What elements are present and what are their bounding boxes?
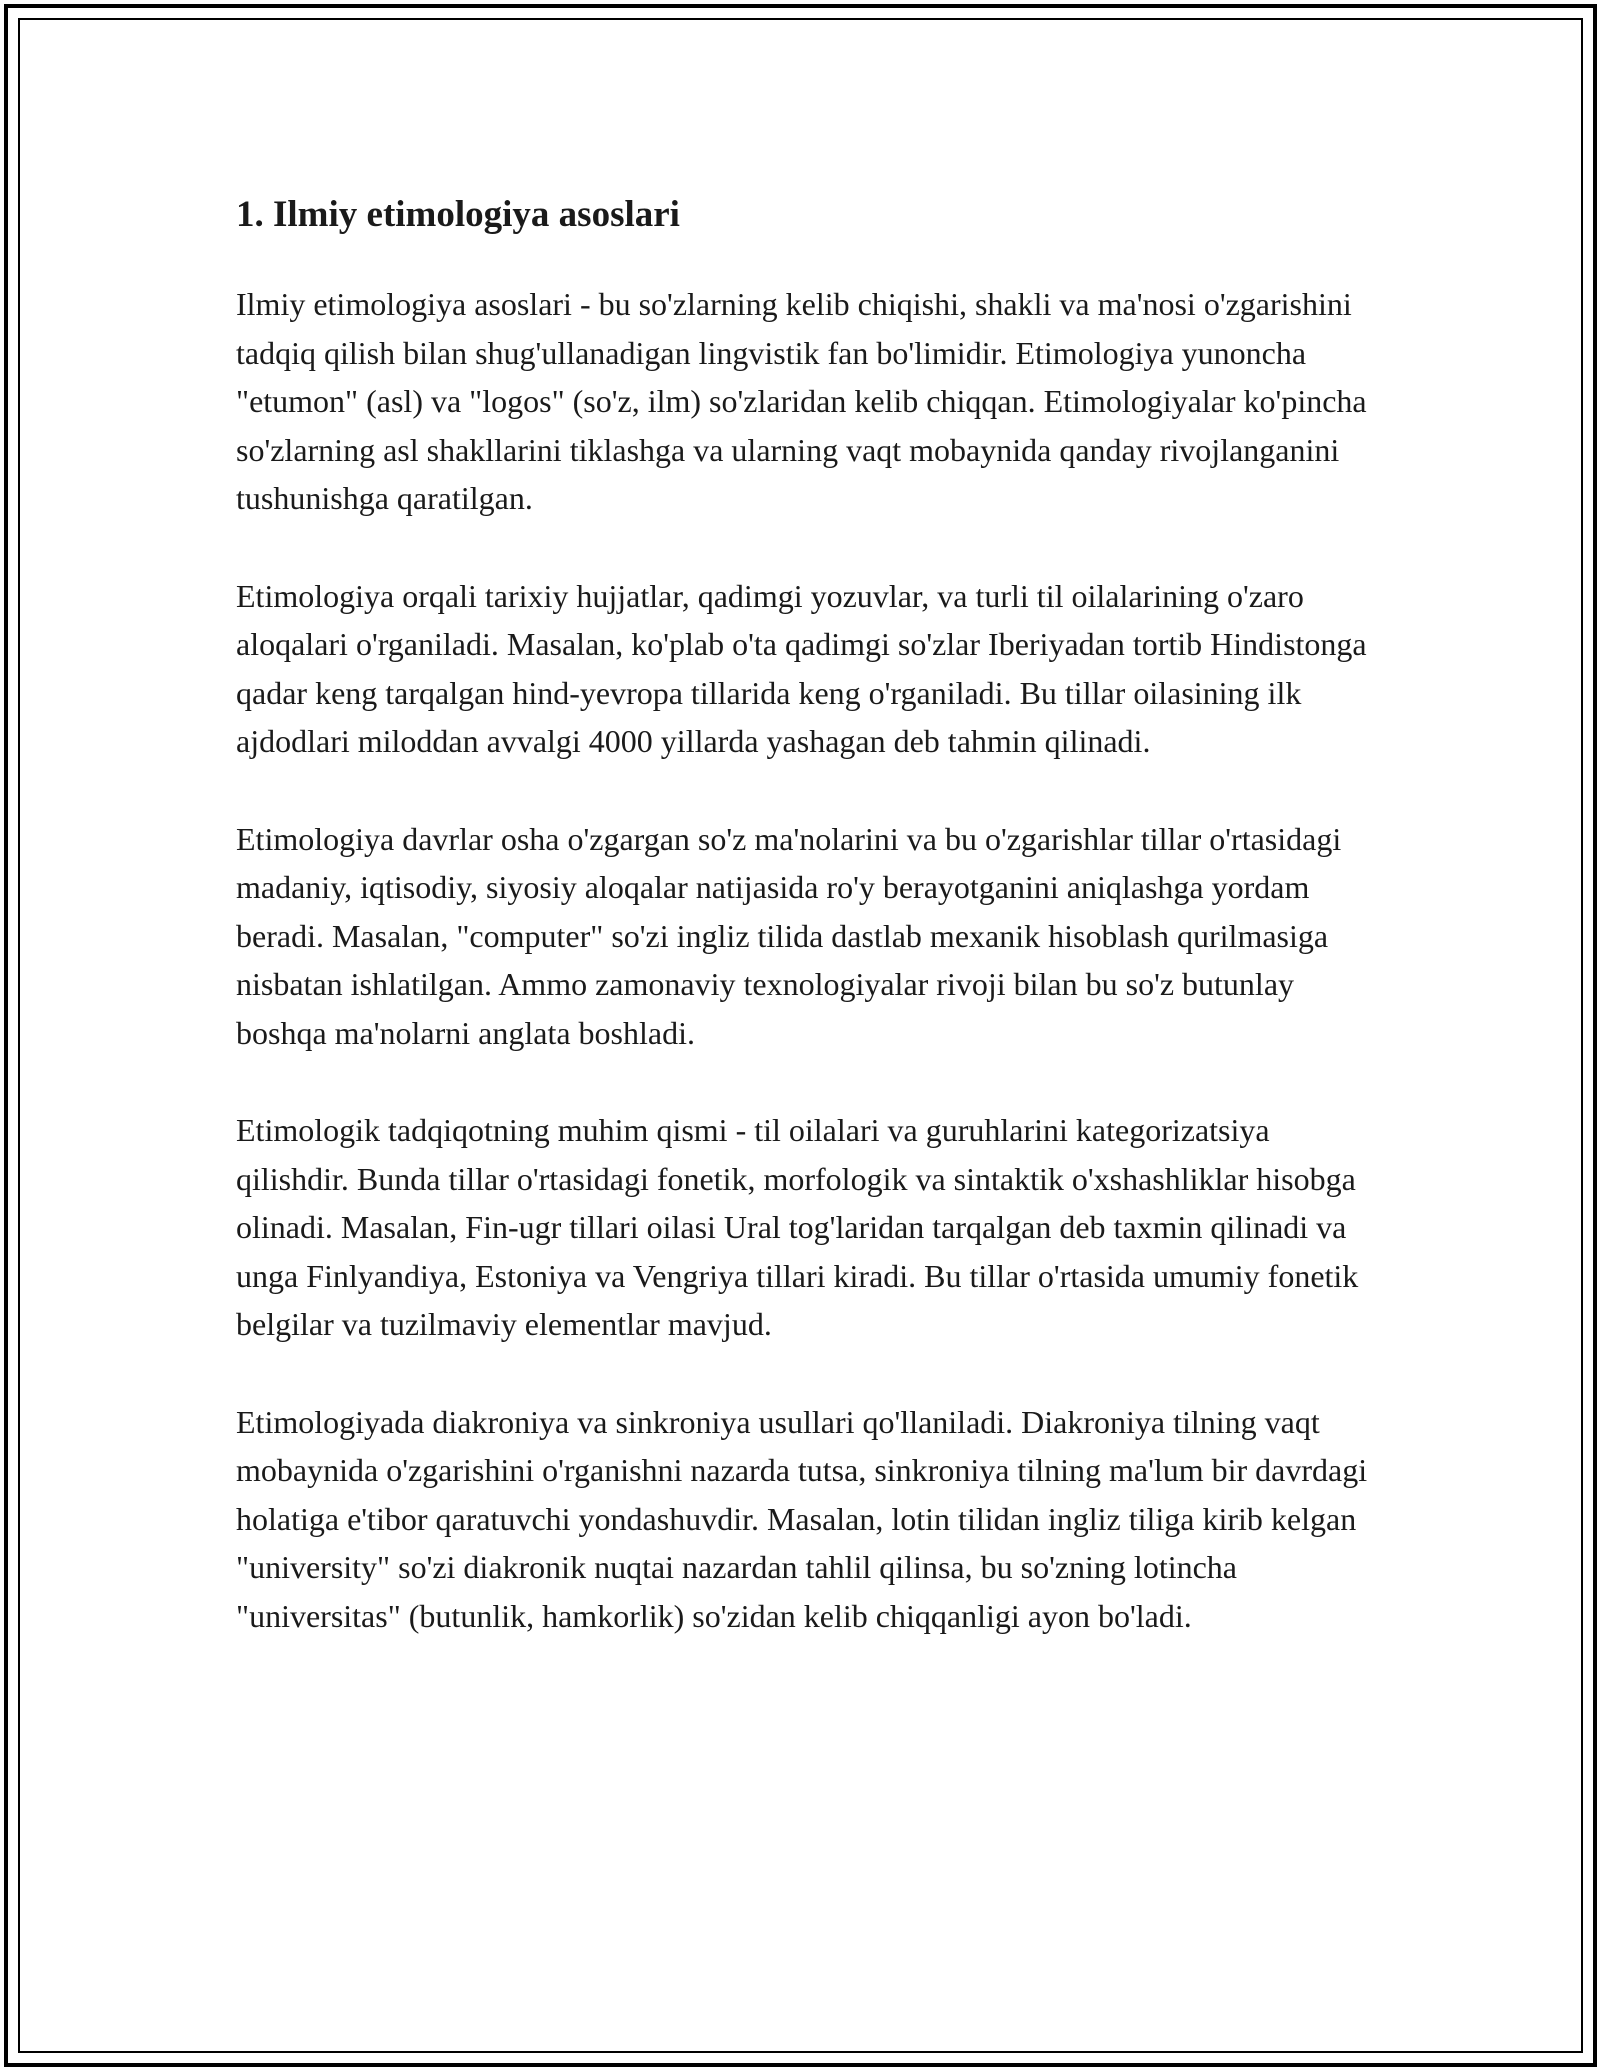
document-body xyxy=(236,188,1386,1689)
section-heading: 1. Ilmiy etimologiya asoslari xyxy=(236,194,680,235)
paragraph-1: Ilmiy etimologiya asoslari - bu so'zlarning kelib chiqishi, shakli va ma'nosi o'zgarishini tadqiq qilish bilan shug'ullanadigan lingvistik fan bo'limidir. Etimologiya yunoncha "etumon" (asl) va "logos" (so'z, ilm) so'zlaridan kelib chiqqan. Etimologiyalar ko'pincha so'zlarning asl shakllarini tiklashga va ularning vaqt mobaynida qanday rivojlanganini tushunishga qaratilgan. xyxy=(236,286,1367,516)
paragraph-2: Etimologiya orqali tarixiy hujjatlar, qadimgi yozuvlar, va turli til oilalarining o'zaro aloqalari o'rganiladi. Masalan, ko'plab o'ta qadimgi so'zlar Iberiyadan tortib Hindistonga qadar keng tarqalgan hind-yevropa tillarida keng o'rganiladi. Bu tillar oilasining ilk ajdodlari miloddan avvalgi 4000 yillarda yashagan deb tahmin qilinadi. xyxy=(236,577,1367,759)
paragraph-3: Etimologiya davrlar osha o'zgargan so'z ma'nolarini va bu o'zgarishlar tillar o'rtasidagi madaniy, iqtisodiy, siyosiy aloqalar natijasida ro'y berayotganini aniqlashga yordam beradi. Masalan, "computer" so'zi ingliz tilida dastlab mexanik hisoblash qurilmasiga nisbatan ishlatilgan. Ammo zamonaviy texnologiyalar rivoji bilan bu so'z butunlay boshqa ma'nolarni anglata boshladi. xyxy=(236,820,1342,1051)
paragraph-5: Etimologiyada diakroniya va sinkroniya usullari qo'llaniladi. Diakroniya tilning vaqt mobaynida o'zgarishini o'rganishni nazarda tutsa, sinkroniya tilning ma'lum bir davrdagi holatiga e'tibor qaratuvchi yondashuvdir. Masalan, lotin tilidan ingliz tiliga kirib kelgan "university" so'zi diakronik nuqtai nazardan tahlil qilinsa, bu so'zning lotincha "universitas" (butunlik, hamkorlik) so'zidan kelib chiqqanligi ayon bo'ladi. xyxy=(236,1403,1368,1634)
paragraph-4: Etimologik tadqiqotning muhim qismi - til oilalari va guruhlarini kategorizatsiya qilishdir. Bunda tillar o'rtasidagi fonetik, morfologik va sintaktik o'xshashliklar hisobga olinadi. Masalan, Fin-ugr tillari oilasi Ural tog'laridan tarqalgan deb taxmin qilinadi va unga Finlyandiya, Estoniya va Vengriya tillari kiradi. Bu tillar o'rtasida umumiy fonetik belgilar va tuzilmaviy elementlar mavjud. xyxy=(236,1112,1359,1342)
